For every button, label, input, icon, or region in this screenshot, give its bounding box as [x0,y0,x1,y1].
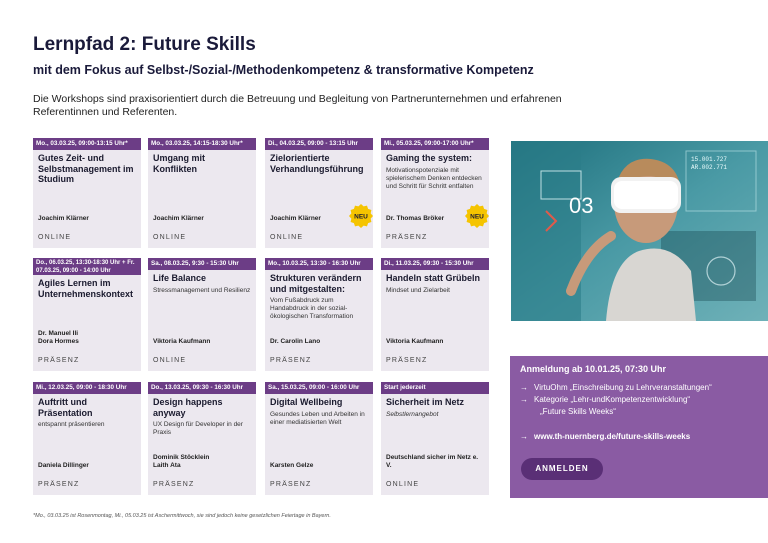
registration-line-1: → VirtuOhm „Einschreibung zu Lehrveranstaltungen“ [520,383,712,392]
workshop-speaker: Joachim Klärner [38,215,89,222]
workshop-format: ONLINE [153,357,187,364]
workshop-speaker: Dr. Thomas Bröker [386,215,445,222]
workshop-format: PRÄSENZ [153,481,195,488]
workshop-description: Selbstlernangebot [386,410,439,418]
workshop-grid [33,138,493,498]
workshop-speaker: Dr. Carolin Lano [270,338,321,345]
registration-link[interactable]: → www.th-nuernberg.de/future-skills-weeks [520,432,691,441]
workshop-format: PRÄSENZ [386,357,428,364]
workshop-date: Mi., 12.03.25, 09:00 - 18:30 Uhr [33,382,141,394]
workshop-title: Sicherheit im Netz [386,397,465,407]
new-badge-label: NEU [354,213,368,221]
workshop-description: Vom Fußabdruck zum Handabdruck in der sozial-ökologischen Transformation [270,297,354,320]
workshop-format: PRÄSENZ [386,234,428,241]
workshop-speaker: Daniela Dillinger [38,462,89,469]
workshop-date: Sa., 15.03.25, 09:00 - 16:00 Uhr [265,382,373,394]
workshop-date: Mo., 03.03.25, 09:00-13:15 Uhr* [33,138,141,150]
workshop-date: Di., 11.03.25, 09:30 - 15:30 Uhr [381,258,489,270]
workshop-description: Mindset und Zielarbeit [386,286,450,294]
workshop-title: Digital Wellbeing [270,397,343,407]
workshop-description: Gesundes Leben und Arbeiten in einer mediatisierten Welt [270,410,365,426]
vr-headset-photo [511,141,768,321]
workshop-date: Do., 13.03.25, 09:30 - 16:30 Uhr [148,382,256,394]
workshop-card [148,258,256,371]
new-badge-label: NEU [470,213,484,221]
registration-line-3: „Future Skills Weeks“ [540,407,616,416]
workshop-speaker: Dr. Manuel Ili Dora Hormes [38,330,79,345]
workshop-format: ONLINE [270,234,304,241]
workshop-title: Strukturen verändern und mitgestalten: [270,273,362,294]
workshop-title: Design happens anyway [153,397,223,418]
workshop-speaker: Deutschland sicher im Netz e. V. [386,454,479,469]
intro-text: Die Workshops sind praxisorientiert durch die Betreuung und Begleitung von Partnerunternehmen und erfahrenen Referentinnen und Referenten. [33,93,562,118]
workshop-card [33,382,141,495]
page-title: Lernpfad 2: Future Skills [33,34,256,55]
workshop-format: PRÄSENZ [270,357,312,364]
register-button[interactable]: ANMELDEN [521,458,603,480]
arrow-right-icon: → [520,432,528,441]
workshop-title: Gaming the system: [386,153,473,163]
workshop-date: Start jederzeit [381,382,489,394]
registration-title: Anmeldung ab 10.01.25, 07:30 Uhr [520,364,667,374]
footnote: *Mo., 03.03.25 ist Rosenmontag, Mi., 05.03.25 ist Aschermittwoch, sie sind jedoch keine gesetzlichen Feiertage in Bayern. [33,513,331,519]
workshop-date: Do., 06.03.25, 13:30-18:30 Uhr + Fr. 07.03.25, 09:00 - 14:00 Uhr [33,258,141,275]
workshop-title: Gutes Zeit- und Selbstmanagement im Studium [38,153,134,184]
workshop-description: UX Design für Developer in der Praxis [153,421,243,436]
photo-code-1: 15.001.727 [691,156,728,163]
workshop-date: Mo., 03.03.25, 14:15-18:30 Uhr* [148,138,256,150]
workshop-title: Agiles Lernen im Unternehmenskontext [38,278,134,299]
workshop-card [381,138,489,248]
workshop-title: Umgang mit Konflikten [153,153,206,174]
workshop-speaker: Viktoria Kaufmann [386,338,444,345]
new-badge-icon [465,204,489,228]
workshop-format: PRÄSENZ [38,481,80,488]
registration-line-2: → Kategorie „Lehr-undKompetenzentwicklung“ [520,395,691,404]
workshop-title: Handeln statt Grübeln [386,273,481,283]
workshop-card [148,138,256,248]
photo-overlay-number: 03 [569,193,594,218]
workshop-format: PRÄSENZ [270,481,312,488]
workshop-description: Stressmanagement und Resilienz [153,286,251,294]
workshop-title: Zielorientierte Verhandlungsführung [270,153,364,174]
workshop-format: ONLINE [386,481,420,488]
workshop-speaker: Joachim Klärner [153,215,204,222]
workshop-date: Mi., 05.03.25, 09:00-17:00 Uhr* [381,138,489,150]
workshop-date: Di., 04.03.25, 09:00 - 13:15 Uhr [265,138,373,150]
workshop-description: entspannt präsentieren [38,421,105,428]
workshop-description: Motivationspotenziale mit spielerischem Denken entdecken und Schritt für Schritt entfalten [386,166,482,190]
workshop-format: ONLINE [38,234,72,241]
workshop-card [265,258,373,371]
workshop-date: Mo., 10.03.25, 13:30 - 16:30 Uhr [265,258,373,270]
workshop-date: Sa., 08.03.25, 9:30 - 15:30 Uhr [148,258,256,270]
arrow-right-icon: → [520,395,528,404]
workshop-card [33,138,141,248]
workshop-format: ONLINE [153,234,187,241]
workshop-title: Life Balance [153,273,207,283]
workshop-speaker: Viktoria Kaufmann [153,338,211,345]
workshop-speaker: Karsten Gelze [270,462,314,469]
registration-panel [510,356,768,498]
photo-code-2: AR.002.771 [691,164,728,171]
workshop-format: PRÄSENZ [38,357,80,364]
workshop-card [265,382,373,495]
workshop-title: Auftritt und Präsentation [38,397,93,418]
workshop-card [148,382,256,495]
new-badge-icon [349,204,373,228]
workshop-card [381,382,489,495]
workshop-speaker: Joachim Klärner [270,215,321,222]
workshop-card [381,258,489,371]
workshop-card [265,138,373,248]
page-subtitle: mit dem Fokus auf Selbst-/Sozial-/Methodenkompetenz & transformative Kompetenz [33,63,534,77]
workshop-speaker: Dominik Stöcklein Laith Ata [153,454,210,469]
arrow-right-icon: → [520,383,528,392]
workshop-card [33,258,141,371]
